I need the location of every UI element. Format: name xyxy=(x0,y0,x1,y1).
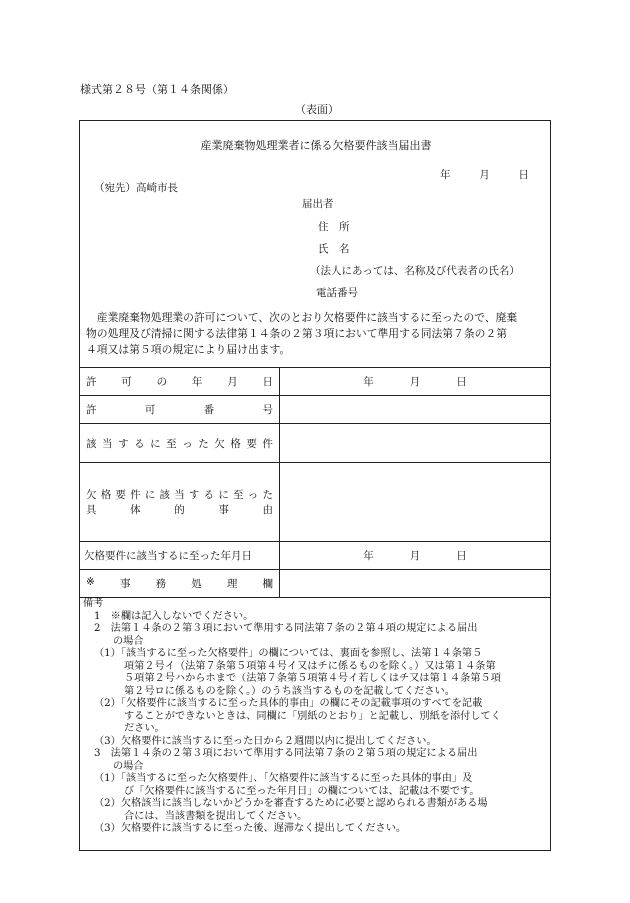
label-char: 番 xyxy=(203,404,215,416)
label-char: 務 xyxy=(155,578,167,590)
label-char: に xyxy=(150,437,161,450)
label-char: 理 xyxy=(226,578,238,590)
note-line: することができないときは、同欄に「別紙のとおり」と記載し、別紙を添付してく xyxy=(124,710,501,722)
disqualification-label xyxy=(80,424,280,463)
table-row xyxy=(80,463,551,542)
label-char: 格 xyxy=(230,437,241,450)
label-char: 当 xyxy=(174,489,185,501)
note-line: 第２号ロに係るものを除く。）のうち該当するものを記載してください。 xyxy=(124,685,455,697)
day-unit: 日 xyxy=(456,376,467,388)
note-line: （2）欠格該当に該当しないかどうかを審査するために必要と認められる書類がある場 xyxy=(94,798,488,809)
label-char: 可 xyxy=(144,404,156,416)
label-char: に xyxy=(144,489,156,501)
label-char: 要 xyxy=(246,437,257,450)
label-char: っ xyxy=(182,437,193,450)
spread-label xyxy=(86,374,273,389)
notes-heading: 備考 xyxy=(83,598,104,609)
label-char: 日 xyxy=(262,376,273,388)
note-line: 項第２号イ（法第７条第５項第４号イ又はチに係るものを除く。）又は第１４条第 xyxy=(124,660,496,672)
note-line: び「欠格要件に該当するに至った年月日」の欄については、記載は不要です。 xyxy=(124,785,480,797)
label-char: 該 xyxy=(159,489,171,501)
body-text xyxy=(86,310,548,358)
label-char: 事 xyxy=(119,578,131,590)
applicable-date-value[interactable] xyxy=(280,542,551,570)
label-char: 月 xyxy=(227,376,238,388)
label-char: ※ xyxy=(86,576,95,588)
reason-label xyxy=(80,463,280,542)
label-char: 至 xyxy=(233,489,244,501)
reason-value[interactable] xyxy=(280,463,551,542)
year-unit: 年 xyxy=(363,376,374,388)
body-line: 物の処理及び清掃に関する法律第１４条の２第３項において準用する同法第７条の２第 xyxy=(86,327,508,340)
label-char: 件 xyxy=(130,489,141,501)
month-unit: 月 xyxy=(409,376,421,388)
note-line: の場合 xyxy=(113,635,144,647)
year-unit: 年 xyxy=(363,550,374,562)
label-char: 体 xyxy=(130,504,141,516)
label-char: る xyxy=(134,437,145,450)
label-char: す xyxy=(188,489,200,501)
label-char: 欠 xyxy=(214,437,225,450)
table-row xyxy=(80,424,551,463)
date-year-label: 年 xyxy=(440,169,451,181)
date-month-label: 月 xyxy=(479,169,490,181)
submission-date xyxy=(440,167,529,182)
label-char: 号 xyxy=(262,404,273,416)
spread-label xyxy=(86,487,273,502)
label-char: っ xyxy=(247,489,259,501)
label-char: 要 xyxy=(115,489,126,501)
label-char: 具 xyxy=(86,504,97,516)
date-day-label: 日 xyxy=(518,169,529,181)
side-label: （表面） xyxy=(295,103,339,116)
label-char: に xyxy=(218,489,229,501)
name-label: 氏 名 xyxy=(318,243,350,255)
note-line: 3 法第１４条の２第３項において準用する同法第７条の２第５項の規定による届出 xyxy=(94,748,478,759)
note-line: （3）欠格要件に該当するに至った日から２週間以内に提出してください。 xyxy=(94,735,437,747)
body-line: ４項又は第５項の規定により届け出ます。 xyxy=(86,343,291,356)
document-title: 産業廃棄物処理業者に係る欠格要件該当届出書 xyxy=(200,139,432,152)
body-line: 産業廃棄物処理業の許可について、次のとおり欠格要件に該当するに至ったので、廃棄 xyxy=(86,311,518,324)
label-char: 件 xyxy=(262,437,273,450)
addressee: （宛先）高崎市長 xyxy=(94,182,178,194)
label-char: 当 xyxy=(102,437,113,450)
label-char: 欠 xyxy=(86,489,97,501)
label-char: た xyxy=(198,437,209,450)
office-use-value xyxy=(280,570,551,598)
note-line: 合には、当該書類を提出してください。 xyxy=(124,810,308,822)
corporation-note: （法人にあっては、名称及び代表者の氏名） xyxy=(310,265,520,277)
disqualification-value[interactable] xyxy=(280,424,551,463)
label-char: 至 xyxy=(166,437,177,450)
note-line: 2 法第１４条の２第３項において準用する同法第７条の２第４項の規定による届出 xyxy=(94,623,478,634)
label-char: 格 xyxy=(100,489,112,501)
permit-number-label xyxy=(80,396,280,424)
label-char: 事 xyxy=(218,504,229,516)
spread-label xyxy=(86,502,273,517)
form-number: 様式第２８号（第１４条関係） xyxy=(80,83,234,96)
note-line: （1）「該当するに至った欠格要件」の欄については、裏面を参照し、法第１４条第５ xyxy=(94,648,483,659)
day-unit: 日 xyxy=(456,550,467,562)
permit-date-value[interactable] xyxy=(280,368,551,396)
table-row xyxy=(80,368,551,396)
spread-label xyxy=(86,576,273,591)
label-char: 許 xyxy=(86,376,97,388)
month-unit: 月 xyxy=(409,550,421,562)
label-char: 年 xyxy=(191,376,203,388)
label-char: 該 xyxy=(86,437,97,450)
permit-number-value[interactable] xyxy=(280,396,551,424)
label-char: 可 xyxy=(121,376,132,388)
spread-label xyxy=(86,436,273,451)
address-label: 住 所 xyxy=(318,221,350,233)
label-char: 処 xyxy=(191,578,202,590)
applicable-date-label: 欠格要件に該当するに至った年月日 xyxy=(80,542,280,570)
spread-label xyxy=(86,402,273,417)
note-line: （1）「該当するに至った欠格要件」、「欠格要件に該当するに至った具体的事由」及 xyxy=(94,773,473,784)
label-char: 欄 xyxy=(262,578,273,590)
note-line: （2）「欠格要件に該当するに至った具体的事由」の欄にその記載事項のすべてを記載 xyxy=(94,698,483,709)
note-line: ５項第２号ハからホまで（法第７条第５項第４号イ若しくはチ又は第１４条第５項 xyxy=(124,673,501,684)
note-line: の場合 xyxy=(113,760,144,772)
permit-date-label xyxy=(80,368,280,396)
table-row xyxy=(80,542,551,570)
info-table xyxy=(79,367,551,598)
label-char: 許 xyxy=(86,404,97,416)
notifier-label: 届出者 xyxy=(302,198,334,210)
label-char: た xyxy=(262,489,273,501)
label-char: 的 xyxy=(174,504,185,516)
phone-label: 電話番号 xyxy=(316,287,358,299)
notes-section xyxy=(80,598,550,836)
note-line: 1 ※欄は記入しないでください。 xyxy=(94,610,254,622)
label-char: の xyxy=(156,376,168,388)
office-use-label xyxy=(80,570,280,598)
label-char: る xyxy=(203,489,215,501)
table-row xyxy=(80,396,551,424)
note-line: （3）欠格要件に該当するに至った後、遅滞なく提出してください。 xyxy=(94,823,407,834)
note-line: ださい。 xyxy=(124,723,165,734)
form-frame xyxy=(79,120,551,851)
label-char: 由 xyxy=(262,504,273,516)
table-row xyxy=(80,570,551,598)
label-char: す xyxy=(118,437,129,450)
